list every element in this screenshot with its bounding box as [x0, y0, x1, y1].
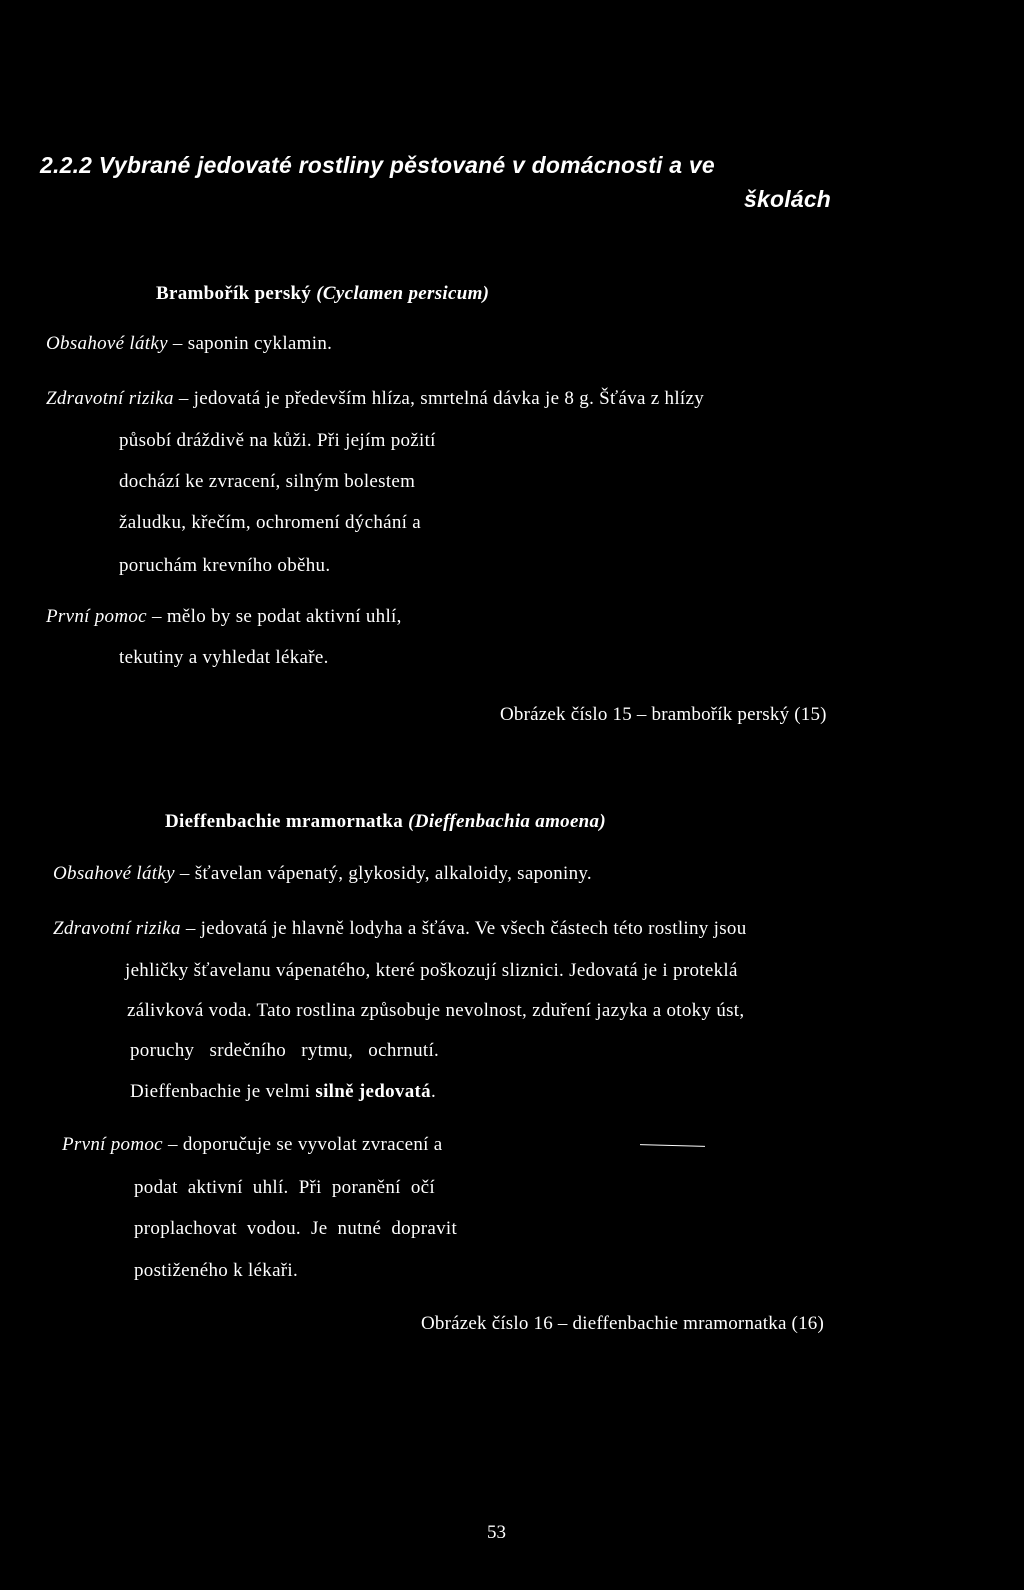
- plant1-risks-line5: poruchám krevního oběhu.: [119, 555, 331, 576]
- section-heading-continued: školách: [744, 186, 832, 212]
- plant1-risks-line2: působí dráždivě na kůži. Při jejím požití: [119, 430, 436, 451]
- plant2-title: [165, 811, 606, 833]
- plant2-aid-line4: postiženého k lékaři.: [134, 1260, 299, 1281]
- plant2-name: Dieffenbachie mramornatka: [165, 811, 404, 832]
- plant2-risks-line1: [53, 918, 747, 940]
- page-number: 53: [487, 1522, 506, 1543]
- plant2-risks-line5: [130, 1081, 436, 1103]
- plant1-risks-line3: dochází ke zvracení, silným bolestem: [119, 471, 416, 492]
- plant2-aid-text-1: – doporučuje se vyvolat zvracení a: [162, 1134, 443, 1155]
- plant2-risks-emphasis: silně jedovatá: [315, 1081, 431, 1102]
- plant2-risks-label: Zdravotní rizika: [53, 918, 181, 939]
- plant2-risks-line3: zálivková voda. Tato rostlina způsobuje nevolnost, zduření jazyka a otoky úst,: [127, 1000, 745, 1021]
- plant2-risks-line5-start: Dieffenbachie je velmi: [130, 1081, 316, 1102]
- plant2-risks-text-1: – jedovatá je hlavně lodyha a šťáva. Ve všech částech této rostliny jsou: [180, 918, 747, 939]
- plant2-risks-line4: poruchy srdečního rytmu, ochrnutí.: [130, 1040, 440, 1061]
- plant1-substances-label: Obsahové látky: [46, 333, 168, 354]
- image-edge-stroke: [640, 1144, 705, 1147]
- plant2-latin-name: (Dieffenbachia amoena): [408, 811, 606, 832]
- plant2-aid-line1: [62, 1134, 442, 1156]
- plant1-aid-line1: [46, 606, 402, 628]
- plant1-aid-label: První pomoc: [46, 606, 147, 627]
- plant2-substances-text: – šťavelan vápenatý, glykosidy, alkaloidy, saponiny.: [174, 863, 592, 884]
- plant1-aid-line2: tekutiny a vyhledat lékaře.: [119, 647, 329, 668]
- plant2-risks-line2: jehličky šťavelanu vápenatého, které poškozují sliznici. Jedovatá je i proteklá: [125, 960, 738, 981]
- plant1-risks-label: Zdravotní rizika: [46, 388, 174, 409]
- plant1-name: Brambořík perský: [156, 283, 312, 304]
- figure-15-caption: Obrázek číslo 15 – brambořík perský (15): [500, 704, 827, 725]
- plant1-latin-name: (Cyclamen persicum): [316, 283, 490, 304]
- plant1-substances: [46, 333, 332, 355]
- figure-16-caption: Obrázek číslo 16 – dieffenbachie mramornatka (16): [421, 1313, 825, 1334]
- plant2-aid-label: První pomoc: [62, 1134, 163, 1155]
- plant2-aid-line3: proplachovat vodou. Je nutné dopravit: [134, 1218, 458, 1239]
- plant2-risks-line5-end: .: [430, 1081, 437, 1102]
- plant2-substances-label: Obsahové látky: [53, 863, 175, 884]
- plant2-aid-line2: podat aktivní uhlí. Při poranění očí: [134, 1177, 435, 1198]
- plant1-substances-text: – saponin cyklamin.: [167, 333, 333, 354]
- plant1-risks-text-1: – jedovatá je především hlíza, smrtelná dávka je 8 g. Šťáva z hlízy: [173, 388, 705, 409]
- plant1-risks-line1: [46, 388, 704, 410]
- plant1-aid-text-1: – mělo by se podat aktivní uhlí,: [146, 606, 402, 627]
- plant1-risks-line4: žaludku, křečím, ochromení dýchání a: [119, 512, 422, 533]
- section-heading: 2.2.2 Vybrané jedovaté rostliny pěstované v domácnosti a ve: [40, 152, 715, 178]
- plant2-substances: [53, 863, 592, 885]
- plant1-title: [156, 283, 489, 305]
